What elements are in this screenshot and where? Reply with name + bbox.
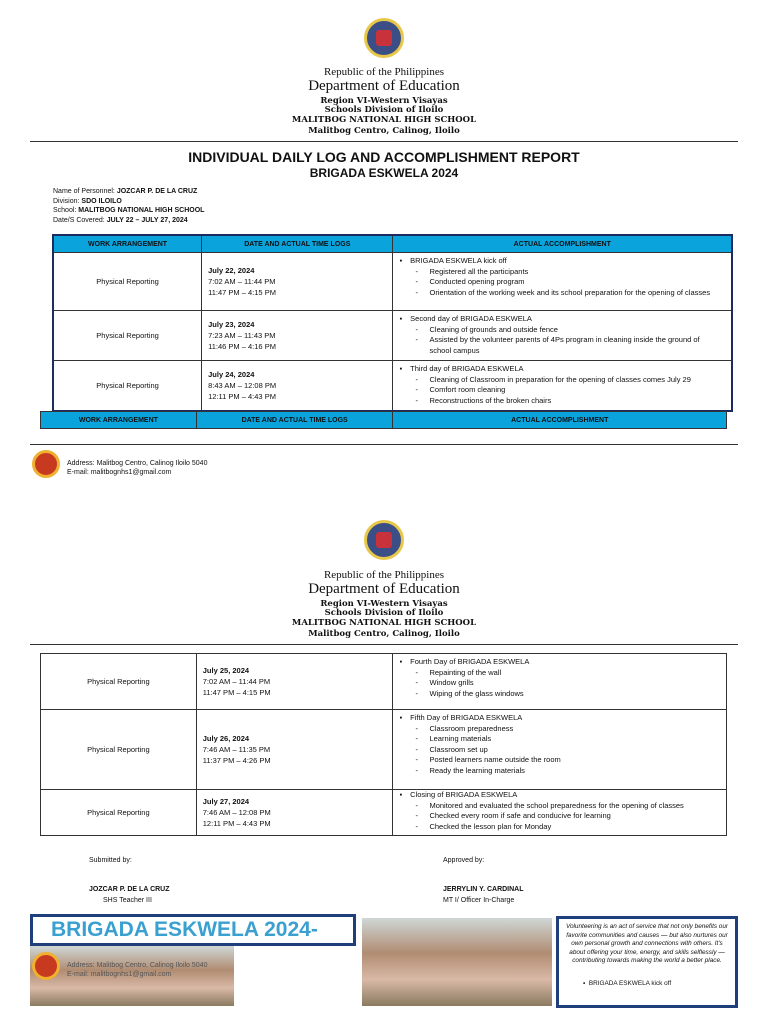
log-time-am: 8:43 AM – 12:08 PM [208, 380, 277, 390]
log-table-page1 [52, 234, 733, 412]
footer-email: E-mail: malitbognhs1@gmail.com [67, 971, 172, 978]
accomplishment-item: - Assisted by the volunteer parents of 4Ps program in cleaning inside the ground of [399, 335, 725, 346]
division-text: Schools Division of Iloilo [324, 608, 444, 618]
volunteer-quote-box [556, 916, 738, 1008]
footer-contact [67, 459, 207, 477]
log-table-page2 [40, 653, 727, 836]
accomplishment-cell [393, 654, 727, 710]
log-time-am: 7:02 AM – 11:44 PM [202, 677, 271, 686]
time-logs-cell [196, 654, 393, 710]
accomplishment-item: - Orientation of the working week and its school preparation for the opening of classes [399, 288, 725, 299]
footer-address: Address: Malitbog Centro, Calinog Iloilo 5040 [67, 962, 208, 969]
work-arrangement-cell: Physical Reporting [41, 654, 197, 710]
republic-text: Republic of the Philippines [323, 66, 445, 78]
report-subtitle: BRIGADA ESKWELA 2024 [309, 166, 459, 180]
personnel-name: JOZCAR P. DE LA CRUZ [116, 188, 198, 195]
time-logs-cell [202, 311, 393, 361]
department-title: Department of Education [308, 78, 460, 94]
header-date-logs: DATE AND ACTUAL TIME LOGS [196, 412, 393, 429]
log-date: July 24, 2024 [208, 369, 255, 379]
footer-divider [30, 444, 738, 445]
accomplishment-item-continued: school campus [429, 345, 480, 355]
work-arrangement-cell: Physical Reporting [53, 253, 202, 311]
personnel-school: MALITBOG NATIONAL HIGH SCHOOL [78, 207, 205, 215]
report-title: INDIVIDUAL DAILY LOG AND ACCOMPLISHMENT REPORT [188, 149, 580, 165]
header-divider [30, 644, 738, 645]
accomplishment-item: - Classroom preparedness [399, 724, 720, 735]
work-arrangement-cell: Physical Reporting [41, 790, 197, 836]
division-text: Schools Division of Iloilo [324, 105, 444, 115]
table-row [53, 311, 732, 361]
dates-label: Date/S Covered: [53, 216, 107, 224]
accomplishment-item: - Monitored and evaluated the school preparedness for the opening of classes [399, 801, 720, 812]
accomplishment-item: - Checked the lesson plan for Monday [399, 822, 720, 833]
accomplishment-main: ▪ Third day of BRIGADA ESKWELA [399, 364, 725, 375]
work-arrangement-cell: Physical Reporting [53, 361, 202, 411]
region-text: Region VI-Western Visayas [320, 599, 448, 609]
deped-seal-icon [364, 18, 404, 58]
log-date: July 26, 2024 [202, 734, 250, 743]
header-accomplishment: ACTUAL ACCOMPLISHMENT [393, 412, 727, 429]
accomplishment-cell [393, 361, 732, 411]
accomplishment-cell [393, 311, 732, 361]
log-time-am: 7:23 AM – 11:43 PM [208, 331, 276, 340]
accomplishment-main: ▪ Closing of BRIGADA ESKWELA [399, 790, 720, 801]
time-logs-cell [196, 710, 393, 790]
log-time-pm: 11:47 PM – 4:15 PM [202, 688, 271, 697]
accomplishment-main: ▪ Second day of BRIGADA ESKWELA [399, 314, 725, 325]
header-work-arrangement: WORK ARRANGEMENT [41, 412, 197, 429]
accomplishment-item: - Ready the learning materials [399, 766, 720, 777]
accomplishment-item: - Posted learners name outside the room [399, 755, 720, 766]
school-name: MALITBOG NATIONAL HIGH SCHOOL [291, 115, 477, 125]
republic-text: Republic of the Philippines [323, 569, 445, 581]
accomplishment-cell [393, 253, 732, 311]
approved-by-title: MT I/ Officer In-Charge [443, 897, 515, 904]
log-date: July 23, 2024 [208, 320, 255, 329]
time-logs-cell [202, 253, 393, 311]
log-time-am: 7:46 AM – 11:35 PM [202, 745, 271, 754]
accomplishment-item: - Registered all the participants [399, 267, 725, 278]
table-row [41, 654, 727, 710]
log-date: July 27, 2024 [202, 797, 250, 806]
personnel-info [53, 187, 204, 225]
footer-address: Address: Malitbog Centro, Calinog Iloilo 5040 [67, 460, 208, 467]
approved-by-name: JERRYLIN Y. CARDINAL [443, 886, 524, 893]
department-title: Department of Education [308, 581, 460, 597]
submitted-by-name: JOZCAR P. DE LA CRUZ [89, 886, 170, 893]
school-logo-icon [32, 952, 60, 980]
accomplishment-item: - Wiping of the glass windows [399, 689, 720, 700]
dates-covered: JULY 22 – JULY 27, 2024 [106, 216, 188, 224]
submitted-by-title: SHS Teacher III [103, 897, 152, 904]
accomplishment-item: - Cleaning of Classroom in preparation for the opening of classes comes July 29 [399, 375, 725, 386]
header-divider [30, 141, 738, 142]
accomplishment-item: - Checked every room if safe and conducive for learning [399, 811, 720, 822]
submitted-by-label: Submitted by: [89, 857, 132, 864]
log-time-pm: 11:47 PM – 4:15 PM [208, 288, 276, 297]
accomplishment-cell [393, 790, 727, 836]
brigada-photo-right [362, 918, 552, 1006]
log-date: July 25, 2024 [202, 666, 250, 675]
accomplishment-item: - Window grills [399, 678, 720, 689]
accomplishment-item: - Learning materials [399, 734, 720, 745]
footer-contact-faded [67, 961, 207, 979]
region-text: Region VI-Western Visayas [320, 96, 448, 106]
school-name: MALITBOG NATIONAL HIGH SCHOOL [291, 618, 477, 628]
accomplishment-item: - Conducted opening program [399, 277, 725, 288]
accomplishment-cell [393, 710, 727, 790]
division-label: Division: [53, 197, 82, 205]
volunteer-bullet-text: BRIGADA ESKWELA kick off [588, 979, 672, 987]
accomplishment-item: - Repainting of the wall [399, 668, 720, 679]
work-arrangement-cell: Physical Reporting [41, 710, 197, 790]
log-time-pm: 11:46 PM – 4:16 PM [208, 342, 276, 351]
volunteer-bullet: ▪ BRIGADA ESKWELA kick off [583, 979, 672, 987]
school-label: School: [53, 207, 79, 215]
accomplishment-item: - Cleaning of grounds and outside fence [399, 325, 725, 336]
header-accomplishment: ACTUAL ACCOMPLISHMENT [393, 235, 732, 253]
accomplishment-item: - Classroom set up [399, 745, 720, 756]
approved-by-label: Approved by: [443, 857, 485, 864]
table-row [53, 253, 732, 311]
footer-email: E-mail: malitbognhs1@gmail.com [67, 469, 172, 476]
school-location: Malitbog Centro, Calinog, Iloilo [308, 629, 460, 639]
volunteer-quote: Volunteering is an act of service that not only benefits our favorite communities and causes — but also nurtures our own personal growth and connections with others. It's about offering your time, energy, and skills selflessly — contributing towards making the world a better place. [565, 923, 729, 965]
table-row [41, 710, 727, 790]
name-label: Name of Personnel: [53, 188, 117, 195]
table-row [41, 790, 727, 836]
deped-seal-icon [364, 520, 404, 560]
log-time-pm: 11:37 PM – 4:26 PM [202, 756, 271, 765]
accomplishment-main: ▪ Fourth Day of BRIGADA ESKWELA [399, 657, 720, 668]
school-location: Malitbog Centro, Calinog, Iloilo [308, 126, 460, 136]
work-arrangement-cell: Physical Reporting [53, 311, 202, 361]
log-time-pm: 12:11 PM – 4:43 PM [208, 391, 276, 401]
log-time-am: 7:46 AM – 12:08 PM [202, 808, 271, 817]
log-time-am: 7:02 AM – 11:44 PM [208, 277, 276, 286]
log-date: July 22, 2024 [208, 266, 255, 275]
brigada-banner: BRIGADA ESKWELA 2024- [30, 914, 356, 946]
accomplishment-item: - Reconstructions of the broken chairs [399, 396, 725, 407]
log-time-pm: 12:11 PM – 4:43 PM [202, 819, 271, 828]
personnel-division: SDO ILOILO [81, 197, 122, 205]
repeated-table-header [40, 411, 727, 429]
accomplishment-main: ▪ BRIGADA ESKWELA kick off [399, 256, 725, 267]
accomplishment-item: - Comfort room cleaning [399, 385, 725, 396]
header-date-logs: DATE AND ACTUAL TIME LOGS [202, 235, 393, 253]
header-work-arrangement: WORK ARRANGEMENT [53, 235, 202, 253]
accomplishment-main: ▪ Fifth Day of BRIGADA ESKWELA [399, 713, 720, 724]
time-logs-cell [196, 790, 393, 836]
time-logs-cell [202, 361, 393, 411]
school-logo-icon [32, 450, 60, 478]
table-row [53, 361, 732, 411]
